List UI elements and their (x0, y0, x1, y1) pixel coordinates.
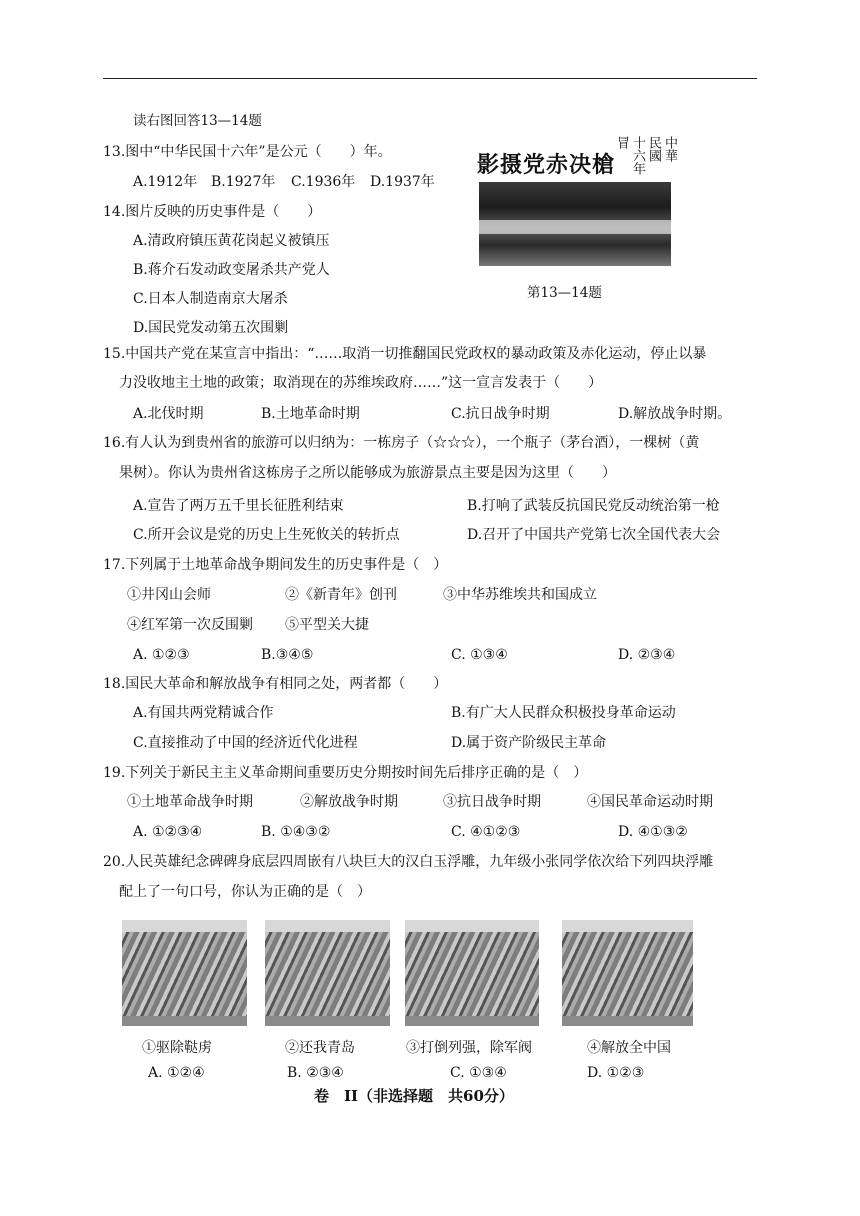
q14-option-b: B.蒋介石发动政变屠杀共产党人 (133, 262, 330, 278)
q20-option-c: C. ①③④ (450, 1065, 507, 1081)
q20-option-d: D. ①②③ (587, 1065, 645, 1081)
q13-option-b: B.1927年 (211, 174, 276, 190)
relief-caption-2: ②还我青岛 (285, 1040, 355, 1056)
q17-option-c: C. ①③④ (451, 647, 508, 663)
photo-scene-band (479, 220, 671, 234)
q15-option-b: B.土地革命时期 (261, 406, 360, 422)
section-title: 卷 II（非选择题 共60分） (314, 1087, 514, 1105)
q17-item-2: ②《新青年》创刊 (285, 587, 397, 603)
q20-stem-line1: 20.人民英雄纪念碑碑身底层四周嵌有八块巨大的汉白玉浮雕，九年级小张同学依次给下列四块浮雕 (103, 854, 714, 870)
relief-caption-3: ③打倒列强，除军阀 (406, 1040, 532, 1056)
q19-item-2: ②解放战争时期 (300, 794, 398, 810)
q19-stem: 19.下列关于新民主主义革命期间重要历史分期按时间先后排序正确的是（ ） (103, 765, 588, 781)
q17-item-1: ①井冈山会师 (127, 587, 211, 603)
q17-option-b: B.③④⑤ (261, 647, 314, 663)
q13-stem: 13.图中“中华民国十六年”是公元（ ）年。 (103, 144, 392, 160)
q18-option-c: C.直接推动了中国的经济近代化进程 (133, 735, 358, 751)
photo-title: 影摄党赤决槍 (477, 152, 616, 178)
photo-side-line-3: 十六年 (630, 136, 645, 175)
q19-item-3: ③抗日战争时期 (443, 794, 541, 810)
q20-option-a: A. ①②④ (148, 1065, 205, 1081)
q15-stem-line1: 15.中国共产党在某宣言中指出：“……取消一切推翻国民党政权的暴动政策及赤化运动，停止以暴 (103, 346, 707, 362)
q15-option-d: D.解放战争时期。 (618, 406, 732, 422)
q19-option-a: A. ①②③④ (133, 824, 203, 840)
photo-caption: 第13—14题 (527, 285, 602, 301)
q19-option-d: D. ④①③② (618, 824, 688, 840)
relief-caption-4: ④解放全中国 (587, 1040, 671, 1056)
q19-option-c: C. ④①②③ (451, 824, 521, 840)
execution-photo (475, 134, 675, 270)
intro-text: 读右图回答13—14题 (133, 113, 262, 129)
q17-stem: 17.下列属于土地革命战争期间发生的历史事件是（ ） (103, 557, 448, 573)
q17-item-5: ⑤平型关大捷 (285, 617, 369, 633)
q19-item-4: ④国民革命运动时期 (587, 794, 713, 810)
q19-item-1: ①土地革命战争时期 (127, 794, 253, 810)
photo-side-line-2: 民國 (646, 136, 661, 162)
q16-stem-line2: 果树）。你认为贵州省这栋房子之所以能够成为旅游景点主要是因为这里（ ） (119, 465, 616, 481)
header-rule (103, 78, 757, 79)
q16-option-c: C.所开会议是党的历史上生死攸关的转折点 (133, 527, 400, 543)
q17-item-3: ③中华苏维埃共和国成立 (443, 587, 597, 603)
relief-image-3 (405, 920, 539, 1026)
relief-image-1 (122, 920, 247, 1026)
relief-image-2 (265, 920, 390, 1026)
q13-option-c: C.1936年 (291, 174, 356, 190)
q20-stem-line2: 配上了一句口号，你认为正确的是（ ） (119, 884, 371, 900)
q16-option-d: D.召开了中国共产党第七次全国代表大会 (467, 527, 721, 543)
q17-option-a: A. ①②③ (133, 647, 190, 663)
relief-caption-1: ①驱除鞑虏 (142, 1040, 212, 1056)
q18-option-d: D.属于资产阶级民主革命 (451, 735, 607, 751)
q13-option-d: D.1937年 (370, 174, 435, 190)
q18-stem: 18.国民大革命和解放战争有相同之处，两者都（ ） (103, 676, 448, 692)
photo-side-line-1: 中華 (662, 136, 677, 162)
q17-option-d: D. ②③④ (618, 647, 676, 663)
photo-side-line-4: 冒 (614, 136, 629, 149)
q14-option-d: D.国民党发动第五次围剿 (133, 320, 289, 336)
q14-stem: 14.图片反映的历史事件是（ ） (103, 204, 322, 220)
q19-option-b: B. ①④③② (261, 824, 331, 840)
q14-option-a: A.清政府镇压黄花岗起义被镇压 (133, 233, 330, 249)
q15-stem-line2: 力没收地主土地的政策；取消现在的苏维埃政府……”这一宣言发表于（ ） (119, 375, 603, 391)
q16-option-b: B.打响了武装反抗国民党反动统治第一枪 (467, 498, 720, 514)
q15-option-c: C.抗日战争时期 (451, 406, 550, 422)
q18-option-a: A.有国共两党精诚合作 (133, 705, 274, 721)
relief-image-4 (562, 920, 693, 1026)
q16-stem-line1: 16.有人认为到贵州省的旅游可以归纳为：一栋房子（☆☆☆），一个瓶子（茅台酒），一棵树（黄 (103, 435, 700, 451)
q17-item-4: ④红军第一次反围剿 (127, 617, 253, 633)
q14-option-c: C.日本人制造南京大屠杀 (133, 291, 288, 307)
q13-option-a: A.1912年 (133, 174, 198, 190)
q18-option-b: B.有广大人民群众积极投身革命运动 (451, 705, 676, 721)
q20-option-b: B. ②③④ (287, 1065, 344, 1081)
q15-option-a: A.北伐时期 (133, 406, 204, 422)
q16-option-a: A.宣告了两万五千里长征胜利结束 (133, 498, 344, 514)
